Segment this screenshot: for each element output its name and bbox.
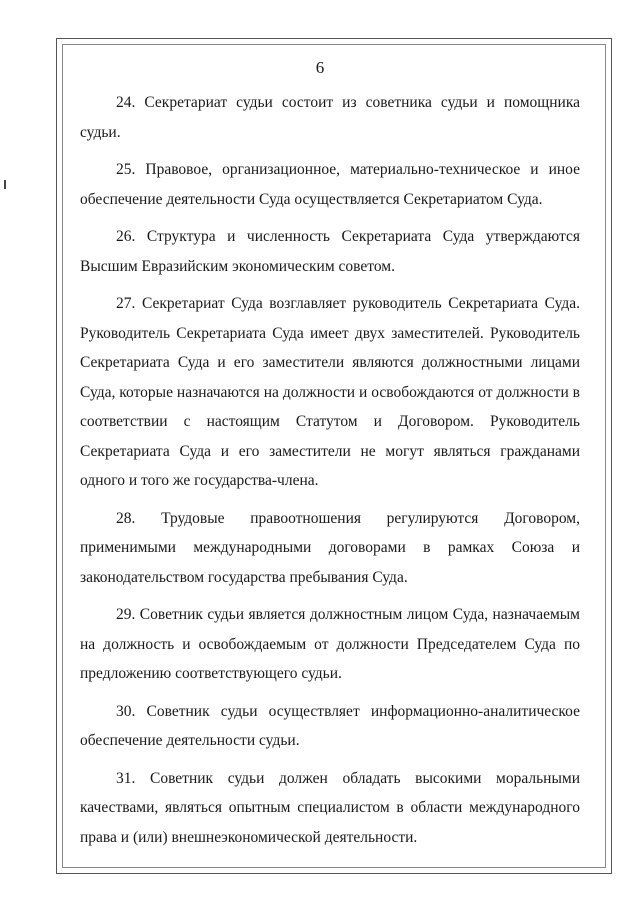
paragraph-30: 30. Советник судьи осуществляет информационно-аналитическое обеспечение деятельности судьи. — [80, 702, 580, 749]
paragraph-24: 24. Секретариат судьи состоит из советника судьи и помощника судьи. — [80, 94, 580, 141]
paragraph-26: 26. Структура и численность Секретариата Суда утверждаются Высшим Евразийским экономическим советом. — [80, 228, 580, 275]
document-body — [80, 88, 580, 860]
paragraph-29: 29. Советник судьи является должностным лицом Суда, назначаемым на должность и освобождаемым от должности Председателем Суда по предложению соответствующего судьи. — [80, 606, 580, 682]
paragraph-28: 28. Трудовые правоотношения регулируются Договором, применимыми международными договорами в рамках Союза и законодательством государства пребывания Суда. — [80, 509, 580, 586]
paragraph-27: 27. Секретариат Суда возглавляет руководитель Секретариата Суда. Руководитель Секретариата Суда имеет двух заместителей. Руководитель Секретариата Суда и его заместители являются должностными лицами Суда, которые назначаются на должности и освобождаются от должности в соответствии с настоящим Статутом и Договором. Руководитель Секретариата Суда и его заместители не могут являться гражданами одного и того же государства-члена. — [80, 295, 580, 489]
paragraph-31: 31. Советник судьи должен обладать высокими моральными качествами, являться опытным специалистом в области международного права и (или) внешнеэкономической деятельности. — [80, 769, 580, 846]
paragraph-25: 25. Правовое, организационное, материально-техническое и иное обеспечение деятельности Суда осуществляется Секретариатом Суда. — [80, 161, 580, 208]
scan-mark — [4, 180, 6, 189]
page-number: 6 — [315, 58, 325, 77]
